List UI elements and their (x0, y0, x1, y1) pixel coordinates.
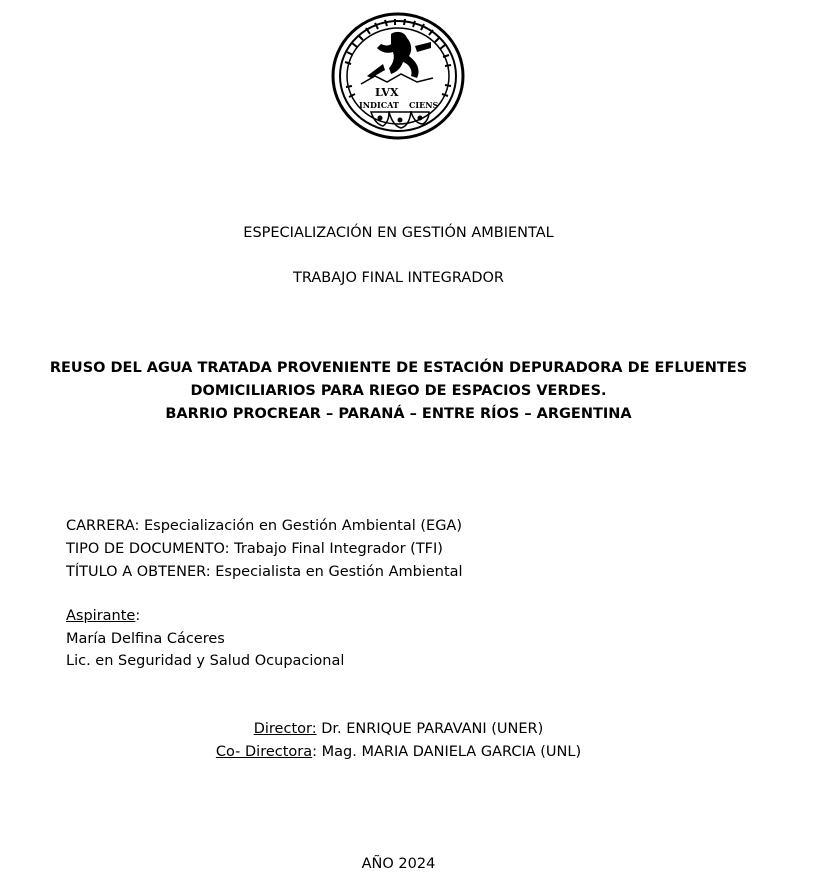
applicant-degree: Lic. en Seguridad y Salud Ocupacional (66, 653, 345, 669)
applicant-name: María Delfina Cáceres (66, 631, 225, 647)
program-heading: ESPECIALIZACIÓN EN GESTIÓN AMBIENTAL (243, 225, 554, 241)
director-label: Director: (253, 721, 317, 737)
year: AÑO 2024 (361, 856, 436, 872)
applicant-label: Aspirante (66, 608, 136, 624)
codirector-label: Co- Directora (215, 744, 313, 760)
applicant-colon: : (135, 608, 141, 624)
director-value: Dr. ENRIQUE PARAVANI (UNER) (316, 721, 544, 737)
work-type-heading: TRABAJO FINAL INTEGRADOR (293, 270, 504, 286)
doc-type-line (66, 541, 443, 557)
career-line (66, 518, 462, 534)
title-line-1: REUSO DEL AGUA TRATADA PROVENIENTE DE ESTACIÓN DEPURADORA DE EFLUENTES (49, 360, 748, 376)
doc-type-value: Trabajo Final Integrador (TFI) (229, 541, 443, 557)
director-line (0, 721, 797, 737)
doc-type-label: TIPO DE DOCUMENTO: (66, 541, 230, 557)
career-label: CARRERA: (66, 518, 140, 534)
codirector-line (0, 744, 797, 760)
degree-value: Especialista en Gestión Ambiental (210, 564, 463, 580)
seal-motto-line3: CIENS (409, 100, 439, 110)
degree-label: TÍTULO A OBTENER: (66, 564, 211, 580)
title-line-3: BARRIO PROCREAR – PARANÁ – ENTRE RÍOS – ARGENTINA (165, 406, 632, 422)
seal-motto-line1: LVX (375, 86, 399, 99)
seal-motto-line2: INDICAT (359, 100, 399, 110)
applicant-heading (66, 608, 140, 624)
degree-line (66, 564, 463, 580)
codirector-value: : Mag. MARIA DANIELA GARCIA (UNL) (312, 744, 582, 760)
university-seal (331, 12, 465, 140)
career-value: Especialización en Gestión Ambiental (EGA) (139, 518, 463, 534)
title-line-2: DOMICILIARIOS PARA RIEGO DE ESPACIOS VERDES. (190, 383, 607, 399)
